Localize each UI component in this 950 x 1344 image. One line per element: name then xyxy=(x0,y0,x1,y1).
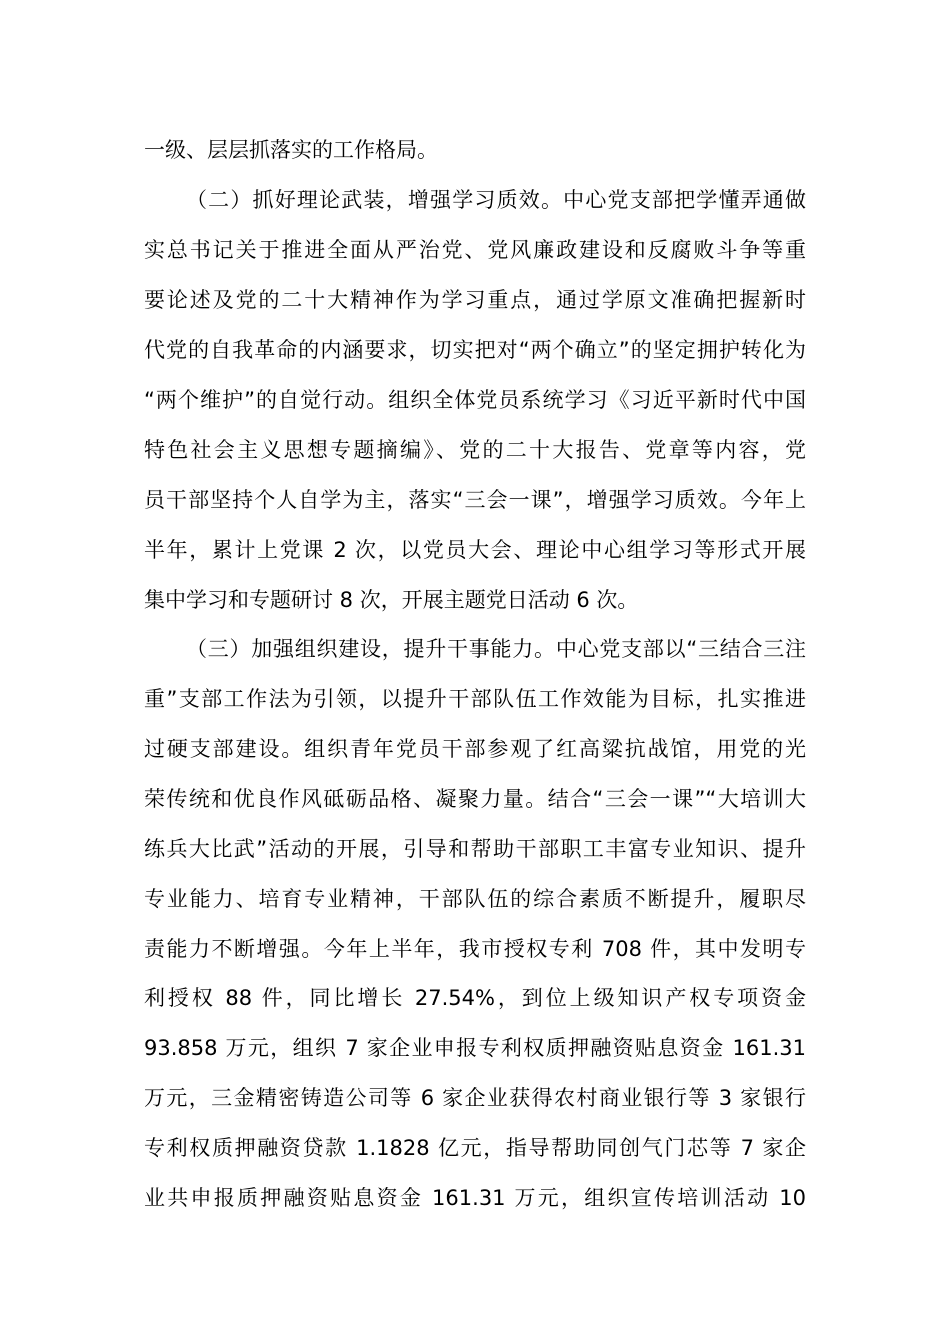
text-line-20: 万元，三金精密铸造公司等 6 家企业获得农村商业银行等 3 家银行 xyxy=(144,1086,806,1110)
text-line-18: 利授权 88 件，同比增长 27.54%，到位上级知识产权专项资金 xyxy=(144,986,806,1010)
text-line-12: 重”支部工作法为引领，以提升干部队伍工作效能为目标，扎实推进 xyxy=(144,687,806,711)
text-line-14: 荣传统和优良作风砥砺品格、凝聚力量。结合“三会一课”“大培训大 xyxy=(144,787,806,811)
text-line-19: 93.858 万元，组织 7 家企业申报专利权质押融资贴息资金 161.31 xyxy=(144,1036,806,1060)
text-line-17: 责能力不断增强。今年上半年，我市授权专利 708 件，其中发明专 xyxy=(144,937,806,961)
section-2-heading-line: （二）抓好理论武装，增强学习质效。中心党支部把学懂弄通做 xyxy=(186,188,806,212)
text-line-4: 要论述及党的二十大精神作为学习重点，通过学原文准确把握新时 xyxy=(144,288,806,312)
text-line-10: 集中学习和专题研讨 8 次，开展主题党日活动 6 次。 xyxy=(144,588,639,612)
text-line-13: 过硬支部建设。组织青年党员干部参观了红高粱抗战馆，用党的光 xyxy=(144,737,806,761)
text-line-3: 实总书记关于推进全面从严治党、党风廉政建设和反腐败斗争等重 xyxy=(144,238,806,262)
text-line-21: 专利权质押融资贷款 1.1828 亿元，指导帮助同创气门芯等 7 家企 xyxy=(144,1136,806,1160)
text-line-5: 代党的自我革命的内涵要求，切实把对“两个确立”的坚定拥护转化为 xyxy=(144,338,806,362)
text-line-22: 业共申报质押融资贴息资金 161.31 万元，组织宣传培训活动 10 xyxy=(144,1186,806,1210)
text-line-8: 员干部坚持个人自学为主，落实“三会一课”，增强学习质效。今年上 xyxy=(144,488,806,512)
text-line-15: 练兵大比武”活动的开展，引导和帮助干部职工丰富专业知识、提升 xyxy=(144,837,806,861)
text-line-1: 一级、层层抓落实的工作格局。 xyxy=(144,138,438,162)
text-line-9: 半年，累计上党课 2 次，以党员大会、理论中心组学习等形式开展 xyxy=(144,538,806,562)
text-line-6: “两个维护”的自觉行动。组织全体党员系统学习《习近平新时代中国 xyxy=(144,388,806,412)
text-line-16: 专业能力、培育专业精神，干部队伍的综合素质不断提升，履职尽 xyxy=(144,887,806,911)
text-line-7: 特色社会主义思想专题摘编》、党的二十大报告、党章等内容，党 xyxy=(144,438,806,462)
section-3-heading-line: （三）加强组织建设，提升干事能力。中心党支部以“三结合三注 xyxy=(186,637,806,661)
